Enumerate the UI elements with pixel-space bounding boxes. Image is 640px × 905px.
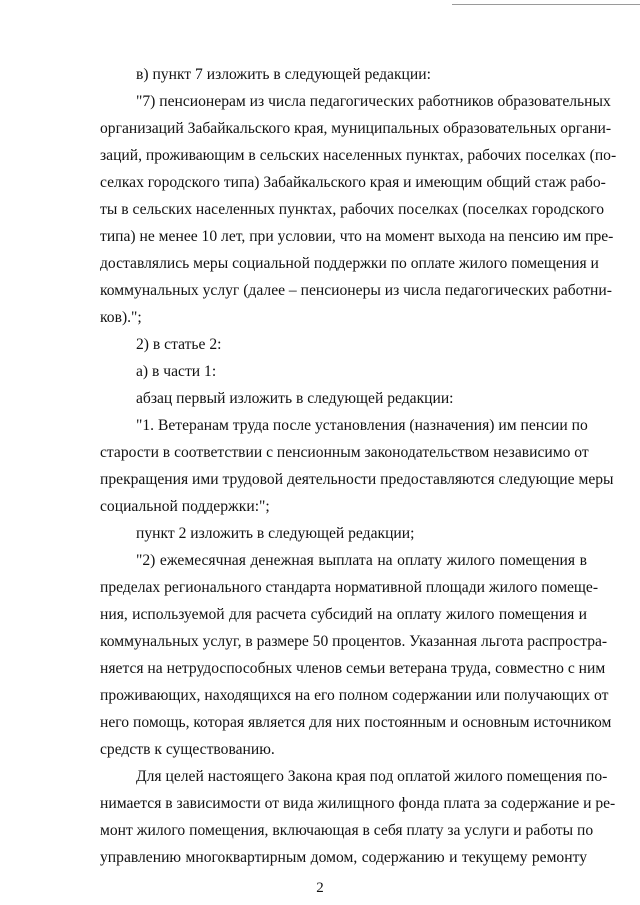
paragraph-line: управлению многоквартирным домом, содержанию и текущему ремонту (100, 849, 587, 866)
paragraph-line: старости в соответствии с пенсионным законодательством независимо от (100, 444, 589, 461)
page-number: 2 (316, 880, 324, 896)
paragraph-line: монт жилого помещения, включающая в себя плату за услуги и работы по (100, 822, 594, 839)
paragraph-line: Для целей настоящего Закона края под оплатой жилого помещения по- (136, 768, 608, 785)
paragraph-line: типа) не менее 10 лет, при условии, что на момент выхода на пенсию им пре- (100, 228, 614, 245)
paragraph-line: а) в части 1: (136, 363, 217, 380)
paragraph-line: проживающих, находящихся на его полном содержании или получающих от (100, 687, 609, 704)
paragraph-line: него помощь, которая является для них постоянным и основным источником (100, 714, 612, 731)
paragraph-line: ния, используемой для расчета субсидий на оплату жилого помещения и (100, 606, 587, 623)
paragraph-line: няется на нетрудоспособных членов семьи ветерана труда, совместно с ним (100, 660, 606, 677)
paragraph-line: ты в сельских населенных пунктах, рабочих поселках (поселках городского (100, 201, 605, 218)
paragraph-line: ков)."; (100, 309, 142, 326)
paragraph-line: коммунальных услуг, в размере 50 процентов. Указанная льгота распростра- (100, 633, 608, 650)
paragraph-line: "7) пенсионерам из числа педагогических работников образовательных (136, 93, 611, 110)
paragraph-line: пределах регионального стандарта нормативной площади жилого помеще- (100, 579, 599, 596)
paragraph-line: коммунальных услуг (далее – пенсионеры из числа педагогических работни- (100, 282, 612, 299)
paragraph-line: нимается в зависимости от вида жилищного фонда плата за содержание и ре- (100, 795, 616, 812)
paragraph-line: средств к существованию. (100, 741, 275, 758)
paragraph-line: заций, проживающим в сельских населенных пунктах, рабочих поселках (по- (100, 147, 617, 164)
paragraph-line: прекращения ими трудовой деятельности предоставляются следующие меры (100, 471, 614, 488)
paragraph-line: "2) ежемесячная денежная выплата на оплату жилого помещения в (136, 552, 587, 569)
paragraph-line: доставлялись меры социальной поддержки по оплате жилого помещения и (100, 255, 599, 272)
paragraph-line: селках городского типа) Забайкальского края и имеющим общий стаж рабо- (100, 174, 606, 191)
paragraph-line: пункт 2 изложить в следующей редакции; (136, 525, 415, 542)
paragraph-line: социальной поддержки:"; (100, 498, 270, 515)
paragraph-line: абзац первый изложить в следующей редакции: (136, 390, 454, 407)
paragraph-line: в) пункт 7 изложить в следующей редакции: (136, 66, 431, 83)
paragraph-line: "1. Ветеранам труда после установления (назначения) им пенсии по (136, 417, 588, 434)
paragraph-line: 2) в статье 2: (136, 336, 222, 353)
paragraph-line: организаций Забайкальского края, муниципальных образовательных органи- (100, 120, 612, 137)
